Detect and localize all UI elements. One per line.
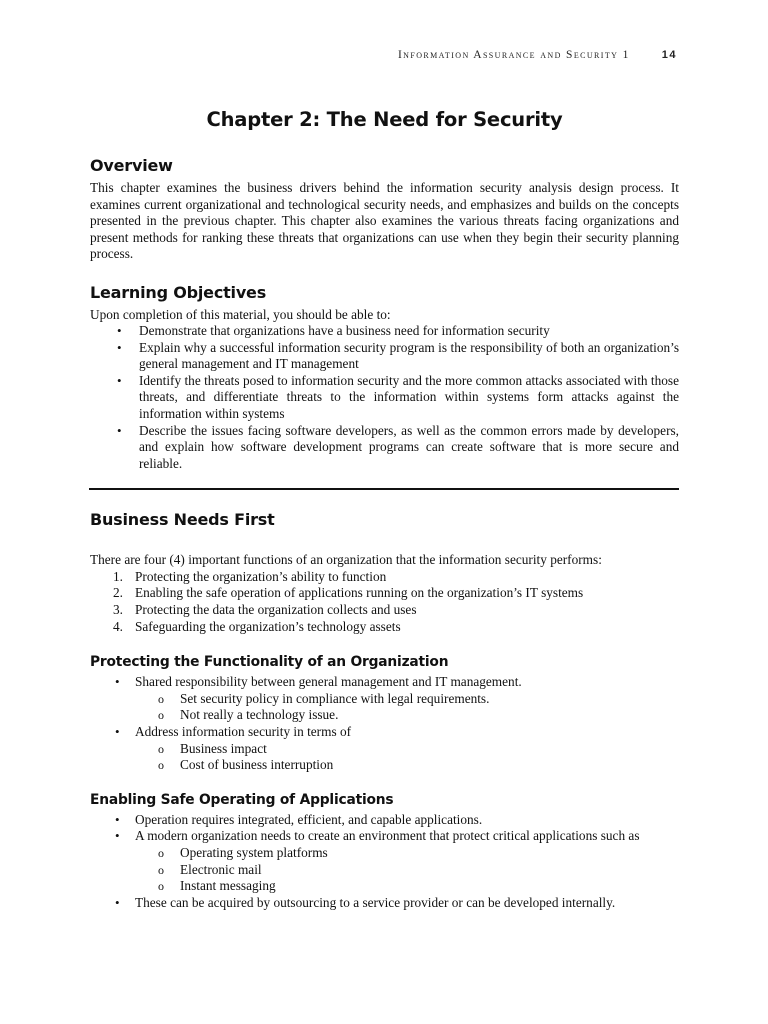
protecting-functionality-list-2 — [90, 724, 679, 741]
learning-objectives-heading: Learning Objectives — [90, 282, 267, 302]
learning-objectives-list — [90, 323, 679, 472]
list-item — [90, 569, 679, 586]
protecting-functionality-list — [90, 674, 679, 691]
sub-list-item: o Operating system platforms — [90, 845, 679, 862]
list-item: • Explain why a successful information security program is the responsibility of both an organization’s general management and IT management — [90, 340, 679, 373]
list-item: • A modern organization needs to create an environment that protect critical applications such as — [90, 828, 679, 845]
business-needs-intro: There are four (4) important functions of an organization that the information security performs: — [90, 552, 602, 568]
sub-list-item: o Instant messaging — [90, 878, 679, 895]
page-content — [90, 108, 679, 911]
business-needs-heading: Business Needs First — [90, 510, 275, 530]
sub-list-item: o Business impact — [90, 741, 679, 758]
business-needs-section — [90, 510, 679, 635]
list-item — [90, 619, 679, 636]
overview-paragraph: This chapter examines the business drivers behind the information security analysis design process. It examines current organizational and technological security needs, and emphasizes and builds on the concepts presented in the previous chapter. This chapter also examines the various threats facing organizations and present methods for ranking these threats that organizations can use when they begin their security planning process. — [90, 180, 679, 261]
list-item — [90, 602, 679, 619]
list-number: 3. — [113, 602, 123, 618]
list-number: 1. — [113, 568, 123, 584]
list-item: • Identify the threats posed to information security and the more common attacks associated with those threats, and differentiate threats to the information within systems form attacks against the information within systems — [90, 373, 679, 423]
sub-list-item: o Set security policy in compliance with legal requirements. — [90, 691, 679, 708]
enabling-safe-heading: Enabling Safe Operating of Applications — [90, 791, 394, 808]
list-text: Protecting the data the organization collects and uses — [135, 602, 417, 618]
overview-heading: Overview — [90, 156, 173, 175]
protecting-functionality-heading: Protecting the Functionality of an Organization — [90, 654, 449, 671]
list-text: Enabling the safe operation of applications running on the organization’s IT systems — [135, 585, 584, 601]
enabling-safe-section — [90, 792, 679, 912]
page-number: 14 — [661, 49, 677, 61]
list-number: 2. — [113, 585, 123, 601]
list-item: • Address information security in terms of — [90, 724, 679, 741]
learning-objectives-section — [90, 283, 679, 473]
list-item: • These can be acquired by outsourcing to a service provider or can be developed internally. — [90, 895, 679, 912]
section-divider — [89, 488, 679, 490]
enabling-safe-list-2 — [90, 895, 679, 912]
chapter-title: Chapter 2: The Need for Security — [206, 108, 563, 131]
learning-objectives-intro: Upon completion of this material, you should be able to: — [90, 306, 391, 322]
list-item: • Describe the issues facing software developers, as well as the common errors made by developers, and explain how software development programs can create software that is more secure and reliable. — [90, 423, 679, 473]
protecting-functionality-sublist — [90, 691, 679, 724]
sub-list-item: o Cost of business interruption — [90, 757, 679, 774]
enabling-safe-sublist — [90, 845, 679, 895]
list-item — [90, 585, 679, 602]
list-number: 4. — [113, 618, 123, 634]
protecting-functionality-sublist-2 — [90, 741, 679, 774]
list-item: • Demonstrate that organizations have a business need for information security — [90, 323, 679, 340]
running-header — [398, 49, 677, 61]
overview-section — [90, 156, 679, 263]
sub-list-item: o Electronic mail — [90, 862, 679, 879]
list-text: Protecting the organization’s ability to function — [135, 568, 387, 584]
list-text: Safeguarding the organization’s technology assets — [135, 618, 401, 634]
list-item: • Operation requires integrated, efficient, and capable applications. — [90, 812, 679, 829]
list-item: • Shared responsibility between general management and IT management. — [90, 674, 679, 691]
sub-list-item: o Not really a technology issue. — [90, 707, 679, 724]
business-needs-list — [90, 569, 679, 635]
running-title: Information Assurance and Security 1 — [397, 49, 630, 61]
protecting-functionality-section — [90, 654, 679, 774]
enabling-safe-list — [90, 812, 679, 845]
